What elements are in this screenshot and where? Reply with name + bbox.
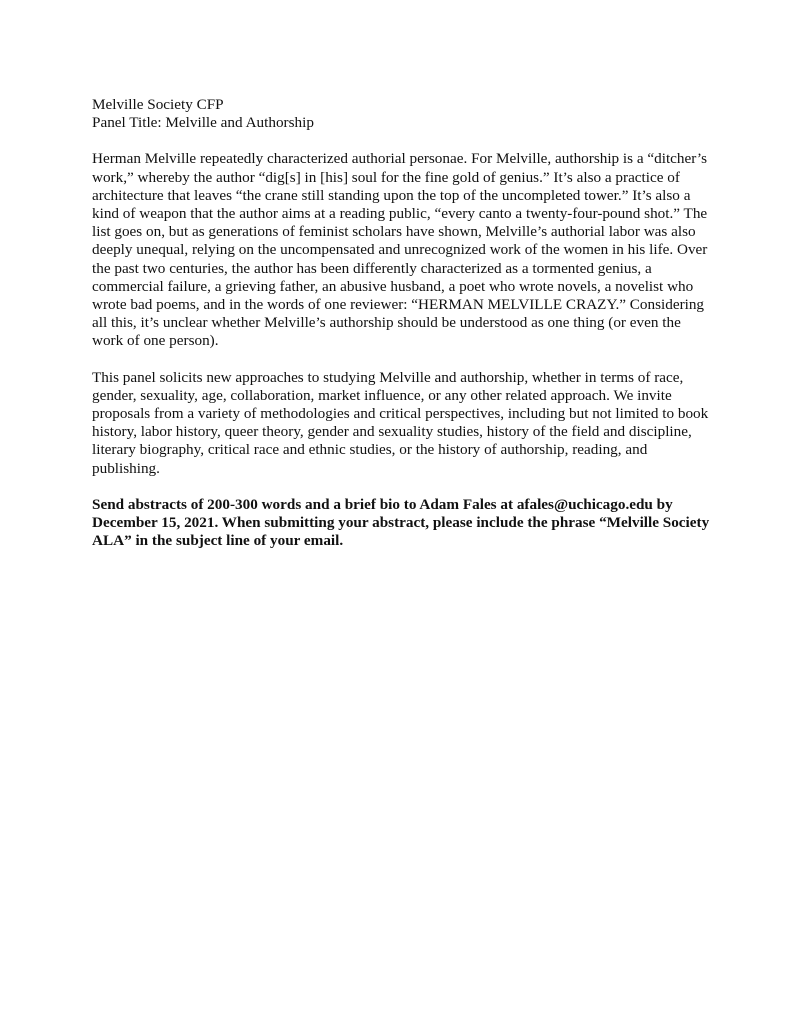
spacer: [92, 132, 712, 150]
solicitation-paragraph: This panel solicits new approaches to studying Melville and authorship, whether in terms of race, gender, sexuality, age, collaboration, market influence, or any other related approach. We invite proposals from a variety of methodologies and critical perspectives, including but not limited to book history, labor history, queer theory, gender and sexuality studies, history of the field and discipline, literary biography, critical race and ethnic studies, or the history of authorship, reading, and publishing.: [92, 368, 709, 477]
document-body: [92, 96, 712, 550]
intro-paragraph: Herman Melville repeatedly characterized authorial personae. For Melville, authorship is a “ditcher’s work,” whereby the author “dig[s] in [his] soul for the fine gold of genius.” It’s also a practice of architecture that leaves “the crane still standing upon the top of the uncompleted tower.” It’s also a kind of weapon that the author aims at a reading public, “every canto a twenty-four-pound shot.” The list goes on, but as generations of feminist scholars have shown, Melville’s authorial labor was also deeply unequal, relying on the uncompensated and unrecognized work of the women in his life. Over the past two centuries, the author has been differently characterized as a tormented genius, a commercial failure, a grieving father, an abusive husband, a poet who wrote novels, a novelist who wrote bad poems, and in the words of one reviewer: “HERMAN MELVILLE CRAZY.” Considering all this, it’s unclear whether Melville’s authorship should be understood as one thing (or even the work of one person).: [92, 150, 708, 350]
submission-instructions: Send abstracts of 200-300 words and a brief bio to Adam Fales at afales@uchicago.edu by December 15, 2021. When submitting your abstract, please include the phrase “Melville Society ALA” in the subject line of your email.: [92, 495, 710, 550]
spacer: [92, 478, 712, 496]
spacer: [92, 351, 712, 369]
panel-title: Panel Title: Melville and Authorship: [92, 114, 314, 132]
cfp-heading: Melville Society CFP: [92, 96, 224, 113]
